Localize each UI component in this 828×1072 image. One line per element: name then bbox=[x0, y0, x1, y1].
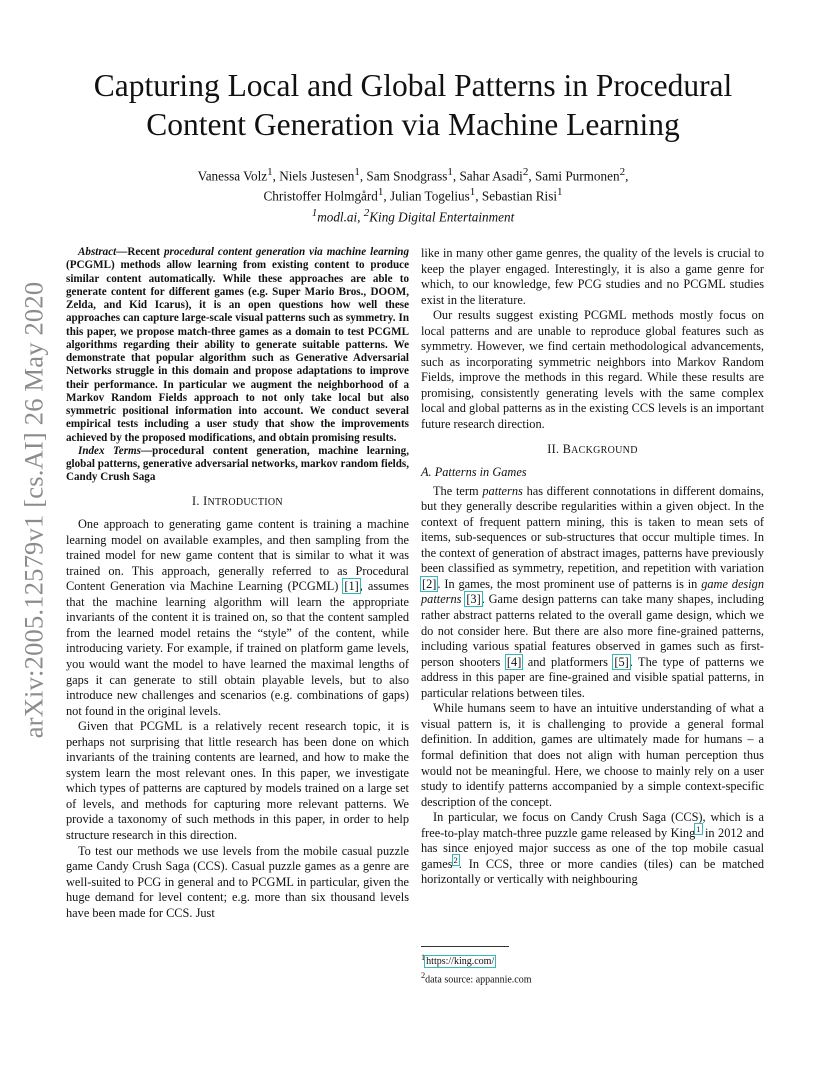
abstract bbox=[66, 246, 409, 445]
author-affil-mark: 2 bbox=[619, 166, 626, 178]
abstract-text: —Recent bbox=[116, 246, 164, 258]
footnote-url-link[interactable]: https://king.com/ bbox=[426, 956, 495, 968]
author-name: Christoffer Holmgård bbox=[263, 188, 378, 204]
section-number: II. bbox=[547, 441, 563, 456]
intro-paragraph-2: Given that PCGML is a relatively recent research topic, it is perhaps not surprising that little research has been done on which invariants of the training contents are learned, and how to make the system learn the most relevant ones. In this paper, we investigate which types of patterns are captured by models trained on a large set of levels, and methods for capturing more relevant patterns. We provide a taxonomy of such methods in this paper, in order to help structure research in this direction. bbox=[66, 719, 409, 842]
title-line-1: Capturing Local and Global Patterns in Procedural bbox=[93, 68, 733, 103]
paragraph-text: in 2012 and has since enjoyed major success as one of the top mobile casual games bbox=[421, 825, 764, 871]
paragraph-text: The term bbox=[433, 483, 483, 498]
paragraph-text: . In CCS, three or more candies (tiles) can be matched horizontally or vertically with neighbouring bbox=[421, 856, 764, 887]
affiliation: King Digital Entertainment bbox=[369, 209, 515, 225]
subsection-heading: A. Patterns in Games bbox=[421, 465, 527, 480]
background-paragraph-3 bbox=[421, 810, 764, 888]
intro-paragraph-1 bbox=[66, 517, 409, 719]
paragraph-text: has different connotations in different domains, but they generally describe regularities within a given object. In the context of frequent pattern mining, this is taken to mean sets of items, sub-sequences or sub-structures that occur multiple times. In the context of generation of abstract images, patterns have previously been classified as symmetry, repetition, and repetition with variation bbox=[421, 483, 764, 576]
author-affil-mark: 1 bbox=[267, 166, 273, 178]
author-name: Niels Justesen bbox=[279, 168, 355, 184]
paragraph-text: . The type of patterns we address in this paper are fine-grained and visible spatial patterns, in particular relations between tiles. bbox=[421, 654, 764, 700]
author-line-2: Christoffer Holmgård$^1$, Julian Togelius$^1$, Sebastian Risi$^1$ bbox=[263, 186, 563, 204]
arxiv-id: arXiv:2005.12579v1 [cs.AI] 26 May 2020 bbox=[18, 281, 49, 739]
paragraph-text: . Game design patterns can take many shapes, including rather abstract patterns related to the overall game design, which we do not consider here. But there are also more fine-grained patterns, including various spatial features observed in games such as first-person shooters bbox=[421, 592, 764, 669]
author-name: Sam Snodgrass bbox=[366, 168, 448, 184]
author-affil-mark: 1 bbox=[447, 166, 453, 178]
section-heading-background bbox=[421, 442, 764, 459]
left-column bbox=[66, 246, 409, 921]
footnote-text: data source: appannie.com bbox=[425, 974, 532, 986]
section-title-initial: B bbox=[562, 441, 572, 456]
section-heading-introduction bbox=[66, 494, 409, 511]
abstract-emphasis: procedural content generation via machine learning bbox=[163, 246, 410, 258]
right-paragraph-1: Our results suggest existing PCGML methods mostly focus on local patterns and are unable to reproduce global features such as symmetry. However, we find certain methodological advancements, such as incorporating symmetric neighbors into Markov Random Fields, improve the methods in this regard. While these results are promising, consistently generating levels with the same complex local and global patterns as in the existing CCS levels is an important future research direction. bbox=[421, 308, 764, 432]
author-affil-mark: 1 bbox=[354, 166, 360, 178]
paragraph-text: One approach to generating game content is training a machine learning model on available examples, and then sampling from the trained model for new game content that is similar to what it was trained on. This approach, generally referred to as Procedural Content Generation via Machine Learning (PCGML) bbox=[66, 517, 409, 594]
citation-link[interactable]: [4] bbox=[506, 654, 522, 669]
section-number: I. bbox=[192, 493, 204, 508]
index-terms-text: —procedural content generation, machine learning, global patterns, generative adversarial networks, markov random fields, Candy Crush Saga bbox=[66, 444, 409, 484]
index-terms-label: Index Terms bbox=[78, 444, 141, 457]
section-title-initial: I bbox=[203, 493, 208, 508]
index-terms bbox=[66, 445, 409, 485]
paper-title bbox=[60, 66, 766, 144]
author-name: Sahar Asadi bbox=[459, 168, 523, 184]
author-name: Sami Purmonen bbox=[534, 168, 620, 184]
author-affil-mark: 2 bbox=[522, 166, 529, 178]
title-line-2: Content Generation via Machine Learning bbox=[146, 107, 680, 142]
footnote-rule bbox=[421, 946, 509, 947]
author-line-1: Vanessa Volz$^1$, Niels Justesen$^1$, Sam Snodgrass$^1$, Sahar Asadi$^2$, Sami Purmonen$^2$, bbox=[197, 166, 629, 184]
citation-link[interactable]: [2] bbox=[422, 576, 437, 591]
author-name: Sebastian Risi bbox=[481, 188, 557, 204]
intro-paragraph-3: To test our methods we use levels from the mobile casual puzzle game Candy Crush Saga (CCS). Casual puzzle games as a genre are well-suited to PCG in general and to PCGML in particular, given the huge demand for level content; e.g. more than six thousand levels have been made for CCS. Just bbox=[66, 843, 409, 920]
affiliations: $^1$modl.ai, $^2$King Digital Entertainment bbox=[311, 206, 515, 225]
emphasis-text: patterns bbox=[482, 483, 523, 498]
background-paragraph-2: While humans seem to have an intuitive understanding of what a visual pattern is, it is challenging to provide a general formal definition. In addition, games are ultimately made for humans – a formal definition that does not align with human perception thus would not be meaningful. Here, we choose to mainly rely on a user study to identify patterns accompanied by a simple context-specific description of the concept. bbox=[421, 701, 764, 809]
citation-link[interactable]: [5] bbox=[614, 654, 629, 669]
citation-link[interactable]: [1] bbox=[344, 579, 359, 594]
affil-mark: 2 bbox=[363, 206, 370, 219]
author-name: Vanessa Volz bbox=[197, 168, 268, 184]
footnote-number: 1 bbox=[421, 953, 426, 962]
right-paragraph-0: like in many other game genres, the quality of the levels is crucial to keep the player engaged. Interestingly, it is also a game genre for which, to our knowledge, few PCG studies and no PCGML studies exist in the literature. bbox=[421, 246, 764, 307]
background-paragraph-1 bbox=[421, 484, 764, 702]
abstract-text: (PCGML) methods allow learning from existing content to produce similar content automatically. While these approaches are able to generate content for different games (e.g. Super Mario Bros., DOOM, Zelda, and Kid Icarus), it is an open questions how well these approaches can capture large-scale visual patterns such as symmetry. In this paper, we propose match-three games as a domain to test PCGML algorithms regarding their ability to generate suitable patterns. We demonstrate that popular algorithm such as Generative Adversarial Networks struggle in this domain and propose adaptations to improve their performance. In particular we augment the neighborhood of a Markov Random Fields approach to not only take local but also symmetric positional information into account. We conduct several empirical tests including a user study that show the improvements achieved by the proposed modifications, and obtain promising results. bbox=[66, 259, 409, 444]
footnote-link[interactable]: 2 bbox=[453, 854, 458, 865]
right-column bbox=[421, 246, 764, 888]
author-name: Julian Togelius bbox=[390, 188, 470, 204]
citation-link[interactable]: [3] bbox=[466, 592, 481, 607]
paragraph-text: In particular, we focus on Candy Crush Saga (CCS), which is a free-to-play match-three puzzle game released by King bbox=[421, 810, 764, 840]
section-title-rest: ACKGROUND bbox=[571, 444, 638, 456]
footnote-link[interactable]: 1 bbox=[696, 823, 701, 834]
author-affil-mark: 1 bbox=[557, 186, 563, 199]
paragraph-text: , assumes that the machine learning algorithm will learn the appropriate invariants of the content it is trained on, so that the content sampled from the learned model retains the “style” of the content, while introducing variety. For example, if trained on platform game levels, you would want the model to have learned the maximal lengths of gaps it can generate to still obtain playable levels, but to also introduce new challenges and scenarios (e.g. combinations of gaps) not found in the original levels. bbox=[66, 579, 409, 718]
section-title-rest: NTRODUCTION bbox=[207, 496, 283, 508]
affil-mark: 1 bbox=[311, 206, 318, 219]
author-affil-mark: 1 bbox=[377, 186, 384, 199]
paragraph-text: and platformers bbox=[522, 654, 614, 669]
footnotes bbox=[421, 946, 764, 987]
abstract-label: Abstract bbox=[78, 246, 117, 258]
paragraph-text: . In games, the most prominent use of patterns is in bbox=[437, 576, 702, 591]
footnote-number: 2 bbox=[421, 970, 426, 980]
author-affil-mark: 1 bbox=[469, 186, 476, 199]
emphasis-text: game design patterns bbox=[421, 576, 764, 607]
author-block bbox=[60, 164, 766, 225]
affiliation: modl.ai bbox=[317, 209, 358, 225]
arxiv-stamp bbox=[14, 281, 54, 739]
footnote-2 bbox=[421, 969, 764, 987]
footnote-1 bbox=[421, 951, 764, 969]
